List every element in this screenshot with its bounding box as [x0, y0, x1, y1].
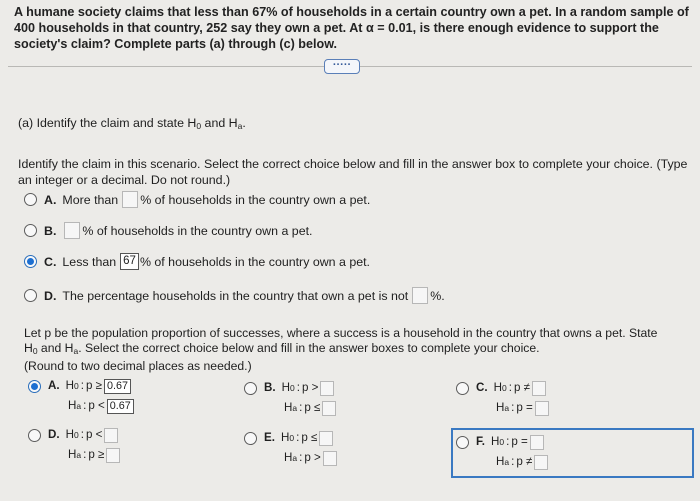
ha-answer-box[interactable] [106, 448, 120, 463]
option-text: % of households in the country own a pet. [82, 223, 313, 238]
ha-letter: H [496, 455, 505, 468]
claim-option-d[interactable] [24, 287, 445, 304]
h0-relation: p = [511, 435, 528, 448]
option-text: The percentage households in the country that own a pet is not [62, 288, 409, 303]
h0-relation: p ≥ [85, 379, 102, 392]
hypothesis-option-e[interactable]: E. H 0 : p ≤ H a : p > [244, 428, 337, 468]
h0-answer-box[interactable]: 0.67 [104, 379, 131, 394]
hypotheses-instructions [24, 326, 690, 374]
hypothesis-option-c[interactable]: C. H 0 : p ≠ H a : p = [456, 378, 549, 418]
problem-statement: A humane society claims that less than 67% of households in a certain country own a pet. In a random sample of 400 households in that country, 252 say they own a pet. At α = 0.01, is there enough evidence to support the society's claim? Complete parts (a) through (c) below. [14, 5, 689, 51]
ha-subscript: a [292, 403, 298, 413]
claim-option-a[interactable] [24, 191, 370, 208]
option-text: More than [62, 192, 119, 207]
ha-subscript: a [76, 401, 82, 411]
claim-answer-box[interactable]: 67 [120, 253, 139, 270]
hypothesis-option-f[interactable]: F. H 0 : p = H a : p ≠ [456, 432, 548, 472]
option-letter: D. [48, 428, 60, 441]
option-letter: B. [44, 223, 57, 238]
h0-answer-box[interactable] [319, 431, 333, 446]
claim-answer-box[interactable] [64, 222, 80, 239]
option-letter: A. [48, 379, 60, 392]
radio-button[interactable] [28, 429, 41, 442]
ha-letter: H [68, 399, 77, 412]
hypotheses-instructions-line1: Let p be the population proportion of successes, where a success is a household in the country that owns a pet. State [24, 326, 658, 340]
h0-relation: p > [301, 381, 319, 394]
ha-relation: p ≥ [88, 448, 105, 461]
part-a-suffix: . [242, 116, 246, 130]
option-letter: C. [476, 381, 488, 394]
claim-option-b[interactable] [24, 222, 312, 239]
ha-relation: p ≠ [516, 455, 533, 468]
ha-letter: H [496, 401, 505, 414]
ha-relation: p < [88, 399, 105, 412]
ha-letter: H [68, 448, 77, 461]
h0-subscript: 0 [289, 433, 295, 443]
ha-relation: p = [516, 401, 533, 414]
option-letter: D. [44, 288, 57, 303]
h0-letter: H [493, 381, 502, 394]
h0-letter: H [24, 341, 33, 355]
radio-button[interactable] [456, 382, 469, 395]
hypotheses-instructions-line2 [24, 341, 690, 359]
part-a-text: (a) Identify the claim and state H [18, 116, 197, 130]
ha-subscript: a [292, 453, 298, 463]
ha-relation: p > [304, 451, 321, 464]
claim-instructions: Identify the claim in this scenario. Select the correct choice below and fill in the answer box to complete your choice. (Type an integer or a decimal. Do not round.) [18, 157, 688, 187]
hypothesis-option-a[interactable]: A. H 0 : p ≥ 0.67 H a : p < 0.67 [28, 376, 134, 416]
h0-answer-box[interactable] [320, 381, 334, 396]
h0-subscript: 0 [73, 381, 79, 391]
radio-button-selected[interactable] [24, 255, 37, 268]
radio-button[interactable] [24, 289, 37, 302]
radio-button[interactable] [244, 432, 257, 445]
h0-subscript: 0 [289, 383, 295, 393]
radio-button[interactable] [24, 224, 37, 237]
claim-answer-box[interactable] [412, 287, 428, 304]
h0-subscript: 0 [196, 121, 202, 131]
hypothesis-option-d[interactable]: D. H 0 : p < H a : p ≥ [28, 425, 120, 465]
option-letter: A. [44, 192, 57, 207]
option-letter: F. [476, 435, 486, 448]
ha-relation: p ≤ [304, 401, 321, 414]
ha-subscript: a [237, 121, 243, 131]
ha-answer-box[interactable] [534, 455, 548, 470]
radio-button-selected[interactable] [28, 380, 41, 393]
ha-answer-box[interactable] [323, 451, 337, 466]
instructions-text: . Select the correct choice below and fill in the answer boxes to complete your choice. [78, 341, 540, 355]
h0-letter: H [491, 435, 500, 448]
option-text: Less than [62, 254, 117, 269]
h0-answer-box[interactable] [104, 428, 118, 443]
ha-answer-box[interactable] [535, 401, 549, 416]
claim-option-c[interactable] [24, 253, 370, 270]
radio-button[interactable] [244, 382, 257, 395]
ha-subscript: a [504, 403, 510, 413]
hypothesis-option-b[interactable]: B. H 0 : p > H a : p ≤ [244, 378, 336, 418]
h0-letter: H [65, 428, 74, 441]
radio-button[interactable] [24, 193, 37, 206]
h0-answer-box[interactable] [532, 381, 546, 396]
part-a-and: and H [201, 116, 238, 130]
option-letter: B. [264, 381, 276, 394]
instructions-text: and H [37, 341, 74, 355]
option-letter: E. [264, 431, 275, 444]
round-note: (Round to two decimal places as needed.) [24, 359, 252, 373]
part-a-heading [18, 115, 246, 134]
ha-subscript: a [73, 346, 79, 356]
h0-subscript: 0 [73, 430, 79, 440]
option-text: %. [430, 288, 445, 303]
h0-letter: H [280, 431, 290, 444]
h0-answer-box[interactable] [530, 435, 544, 450]
option-letter: C. [44, 254, 57, 269]
ha-answer-box[interactable]: 0.67 [107, 399, 134, 414]
option-text: % of households in the country own a pet. [140, 192, 371, 207]
radio-button[interactable] [456, 436, 469, 449]
h0-subscript: 0 [32, 346, 38, 356]
h0-letter: H [65, 379, 74, 392]
h0-letter: H [281, 381, 290, 394]
h0-relation: p ≤ [301, 431, 318, 444]
ha-subscript: a [504, 457, 510, 467]
h0-relation: p < [85, 428, 103, 441]
h0-subscript: 0 [499, 437, 505, 447]
ha-letter: H [284, 451, 293, 464]
ha-answer-box[interactable] [322, 401, 336, 416]
show-more-button[interactable]: ····· [324, 59, 360, 74]
claim-answer-box[interactable] [122, 191, 138, 208]
option-text: % of households in the country own a pet. [139, 254, 370, 269]
ha-subscript: a [76, 450, 82, 460]
h0-relation: p ≠ [513, 381, 530, 394]
ha-letter: H [284, 401, 293, 414]
h0-subscript: 0 [501, 383, 507, 393]
